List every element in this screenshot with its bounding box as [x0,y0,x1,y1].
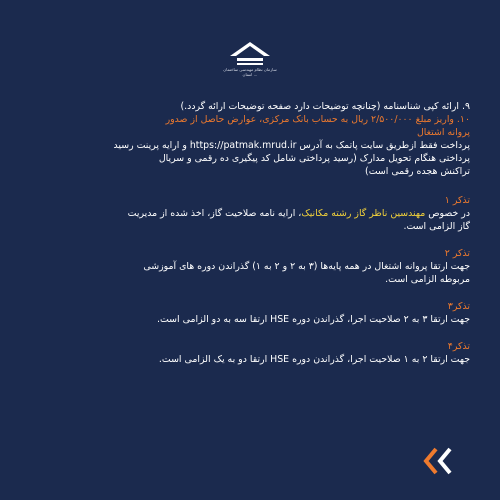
payment-text-b: و ارایه پرینت رسید [113,140,190,151]
item-9: ۹. ارائه کپی شناسنامه (چنانچه توضیحات دارد صفحه توضیحات ارائه گردد.) [180,101,470,112]
note-1-title: تذکر ۱ [444,195,470,206]
logo-caption [214,67,286,77]
payment-url-link: https://patmak.mrud.ir [189,140,297,151]
note-2-title: تذکر ۲ [444,248,470,259]
payment-line2: پرداختی هنگام تحویل مدارک (رسید پرداختی شامل کد پیگیری ده رقمی و سریال [158,153,470,164]
note-1-suffix: ، ارایه نامه صلاحیت گاز، اخذ شده از مدیریت [127,208,302,219]
note-1-line1 [30,207,470,220]
double-chevron-left-icon [422,446,454,476]
payment-text-a: پرداخت فقط ازطریق سایت پاتمک به آدرس [296,140,470,151]
note-4-title: تذکر۴ [447,341,470,352]
note-3-title: تذکر۳ [447,301,470,312]
logo-caption-line2: استان ... [242,72,258,77]
logo-caption-line1: سازمان نظام مهندسی ساختمان [223,67,277,72]
note-2-line1: جهت ارتقا پروانه اشتغال در همه پایه‌ها (۳ به ۲ و ۲ به ۱) گذراندن دوره های آموزشی [143,261,470,272]
payment-line1 [30,139,470,152]
note-4-line1: جهت ارتقا ۲ به ۱ صلاحیت اجرا، گذراندن دوره HSE ارتقا دو به یک الزامی است. [158,354,470,365]
note-3-line1: جهت ارتقا ۳ به ۲ صلاحیت اجرا، گذراندن دوره HSE ارتقا سه به دو الزامی است. [157,314,470,325]
note-1-line2: گاز الزامی است. [403,221,470,232]
payment-line3: تراکنش هجده رقمی است) [365,166,470,177]
item-10-line1: ۱۰. واریز مبلغ ۲/۵۰۰/۰۰۰ ریال به حساب بانک مرکزی، عوارض حاصل از صدور [165,114,470,125]
item-10-line2: پروانه اشتغال [416,127,470,138]
note-1-prefix: در خصوص [425,208,470,219]
content-text [30,100,470,366]
note-2-line2: مربوطه الزامی است. [385,274,470,285]
note-1-highlight: مهندسین ناظر گاز رشته مکانیک [301,208,426,219]
